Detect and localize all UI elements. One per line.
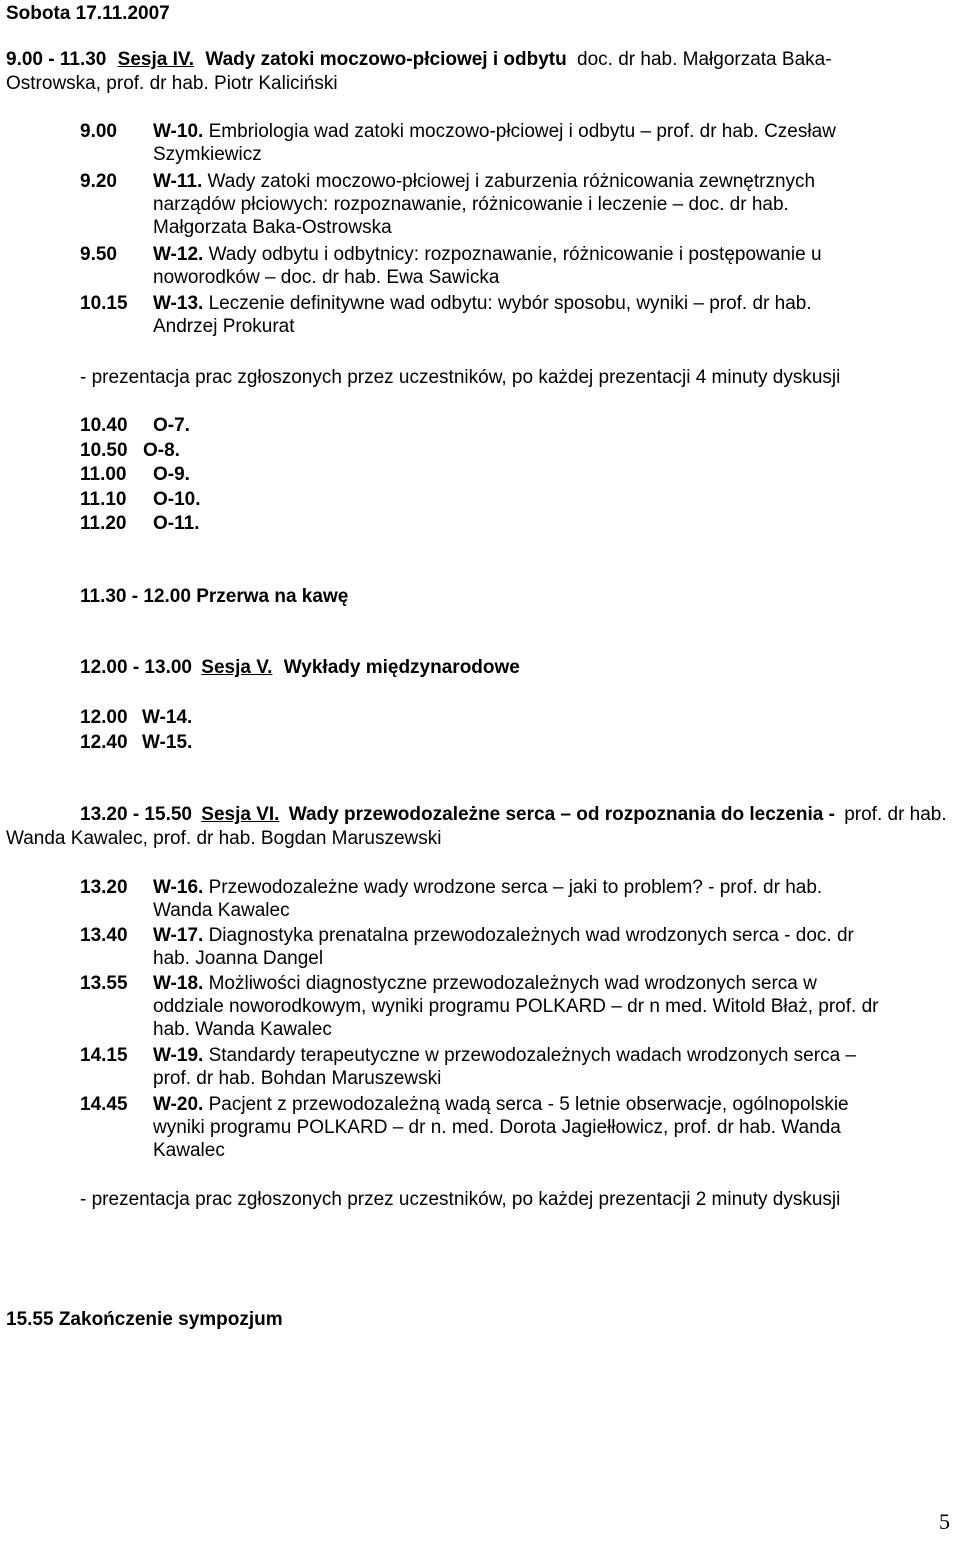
page-number: 5 xyxy=(939,1509,950,1534)
talk-title-cont: hab. Wanda Kawalec xyxy=(153,1019,332,1040)
talk-title-cont: narządów płciowych: rozpoznawanie, różnicowanie i leczenie – doc. dr hab. xyxy=(153,194,789,215)
talk-code: W-12. xyxy=(153,244,204,265)
oral-code: O-10. xyxy=(153,489,201,510)
talk-time: 13.40 xyxy=(80,925,128,946)
oral-time: 10.50 xyxy=(80,440,128,461)
coffee-break: 11.30 - 12.00 Przerwa na kawę xyxy=(80,586,349,607)
closing: 15.55 Zakończenie sympozjum xyxy=(6,1309,283,1330)
talk-entry xyxy=(153,292,954,338)
talk-time: 10.15 xyxy=(80,293,128,314)
talk-title: Embriologia wad zatoki moczowo-płciowej i odbytu – prof. dr hab. Czesław xyxy=(208,121,836,142)
talk-time: 12.40 xyxy=(80,732,128,753)
talk-time: 9.20 xyxy=(80,171,117,192)
talk-title: Diagnostyka prenatalna przewodozależnych wad wrodzonych serca - doc. dr xyxy=(208,925,854,946)
talk-title-cont: noworodków – doc. dr hab. Ewa Sawicka xyxy=(153,267,500,288)
session-4-note: - prezentacja prac zgłoszonych przez uczestników, po każdej prezentacji 4 minuty dyskusji xyxy=(80,367,841,388)
session-4-time: 9.00 - 11.30 xyxy=(6,49,107,70)
session-4-chairs: doc. dr hab. Małgorzata Baka- xyxy=(577,49,832,70)
talk-time: 13.55 xyxy=(80,973,128,994)
talk-title-cont: Szymkiewicz xyxy=(153,144,262,165)
session-6-title: Wady przewodozależne serca – od rozpoznania do leczenia - xyxy=(288,804,835,825)
talk-code: W-16. xyxy=(153,877,204,898)
talk-title-cont: wyniki programu POLKARD – dr n. med. Dorota Jagiełłowicz, prof. dr hab. Wanda xyxy=(153,1117,841,1138)
session-5-title: Wykłady międzynarodowe xyxy=(283,657,520,678)
session-4-header xyxy=(6,48,954,71)
session-5-header xyxy=(80,656,520,679)
talk-title-cont: prof. dr hab. Bohdan Maruszewski xyxy=(153,1068,442,1089)
oral-time: 10.40 xyxy=(80,415,128,436)
session-5-label: Sesja V. xyxy=(201,657,273,678)
session-4-label: Sesja IV. xyxy=(117,49,195,70)
session-6-chairs: prof. dr hab. xyxy=(844,804,947,825)
talk-title: Pacjent z przewodozależną wadą serca - 5 letnie obserwacje, ogólnopolskie xyxy=(208,1094,849,1115)
talk-entry xyxy=(153,120,954,166)
talk-title: Leczenie definitywne wad odbytu: wybór sposobu, wyniki – prof. dr hab. xyxy=(208,293,812,314)
talk-code: W-13. xyxy=(153,293,204,314)
talk-code: W-20. xyxy=(153,1094,204,1115)
session-6-note: - prezentacja prac zgłoszonych przez uczestników, po każdej prezentacji 2 minuty dyskusji xyxy=(80,1189,841,1210)
talk-title: Przewodozależne wady wrodzone serca – jaki to problem? - prof. dr hab. xyxy=(208,877,823,898)
talk-title-cont: oddziale noworodkowym, wyniki programu POLKARD – dr n med. Witold Błaż, prof. dr xyxy=(153,996,879,1017)
oral-time: 11.20 xyxy=(80,513,127,534)
talk-title-cont: Kawalec xyxy=(153,1140,225,1161)
oral-code: O-9. xyxy=(153,464,190,485)
talk-time: 14.45 xyxy=(80,1094,128,1115)
talk-time: 9.50 xyxy=(80,244,117,265)
talk-entry xyxy=(153,924,954,970)
oral-code: O-11. xyxy=(153,513,200,534)
talk-time: 9.00 xyxy=(80,121,117,142)
talk-title-cont: Małgorzata Baka-Ostrowska xyxy=(153,217,392,238)
talk-entry xyxy=(153,1044,954,1090)
session-6-header xyxy=(80,803,947,826)
talk-time: 12.00 xyxy=(80,707,128,728)
talk-code: W-18. xyxy=(153,973,204,994)
talk-code: W-15. xyxy=(142,732,193,753)
talk-code: W-11. xyxy=(153,171,203,192)
talk-entry xyxy=(153,876,954,922)
talk-title: Wady zatoki moczowo-płciowej i zaburzenia różnicowania zewnętrznych xyxy=(207,171,816,192)
session-4-title: Wady zatoki moczowo-płciowej i odbytu xyxy=(205,49,567,70)
talk-title-cont: hab. Joanna Dangel xyxy=(153,948,324,969)
talk-title: Standardy terapeutyczne w przewodozależnych wadach wrodzonych serca – xyxy=(208,1045,856,1066)
oral-time: 11.10 xyxy=(80,489,127,510)
session-6-chairs-line2: Wanda Kawalec, prof. dr hab. Bogdan Maruszewski xyxy=(6,828,442,849)
page-date: Sobota 17.11.2007 xyxy=(6,3,170,24)
talk-entry xyxy=(153,243,954,289)
session-6-time: 13.20 - 15.50 xyxy=(80,804,192,825)
session-4-chairs-line2: Ostrowska, prof. dr hab. Piotr Kaliciński xyxy=(6,73,338,94)
talk-title-cont: Andrzej Prokurat xyxy=(153,316,295,337)
talk-title-cont: Wanda Kawalec xyxy=(153,900,290,921)
oral-code: O-7. xyxy=(153,415,190,436)
oral-time: 11.00 xyxy=(80,464,127,485)
session-6-label: Sesja VI. xyxy=(201,804,280,825)
talk-time: 13.20 xyxy=(80,877,128,898)
talk-title: Wady odbytu i odbytnicy: rozpoznawanie, różnicowanie i postępowanie u xyxy=(208,244,822,265)
talk-entry xyxy=(153,972,954,1041)
oral-code: O-8. xyxy=(143,440,180,461)
talk-entry xyxy=(153,170,954,239)
talk-code: W-19. xyxy=(153,1045,204,1066)
session-5-time: 12.00 - 13.00 xyxy=(80,657,192,678)
talk-title: Możliwości diagnostyczne przewodozależnych wad wrodzonych serca w xyxy=(208,973,817,994)
talk-entry xyxy=(153,1093,954,1162)
talk-code: W-17. xyxy=(153,925,204,946)
talk-code: W-14. xyxy=(142,707,193,728)
talk-time: 14.15 xyxy=(80,1045,128,1066)
talk-code: W-10. xyxy=(153,121,204,142)
